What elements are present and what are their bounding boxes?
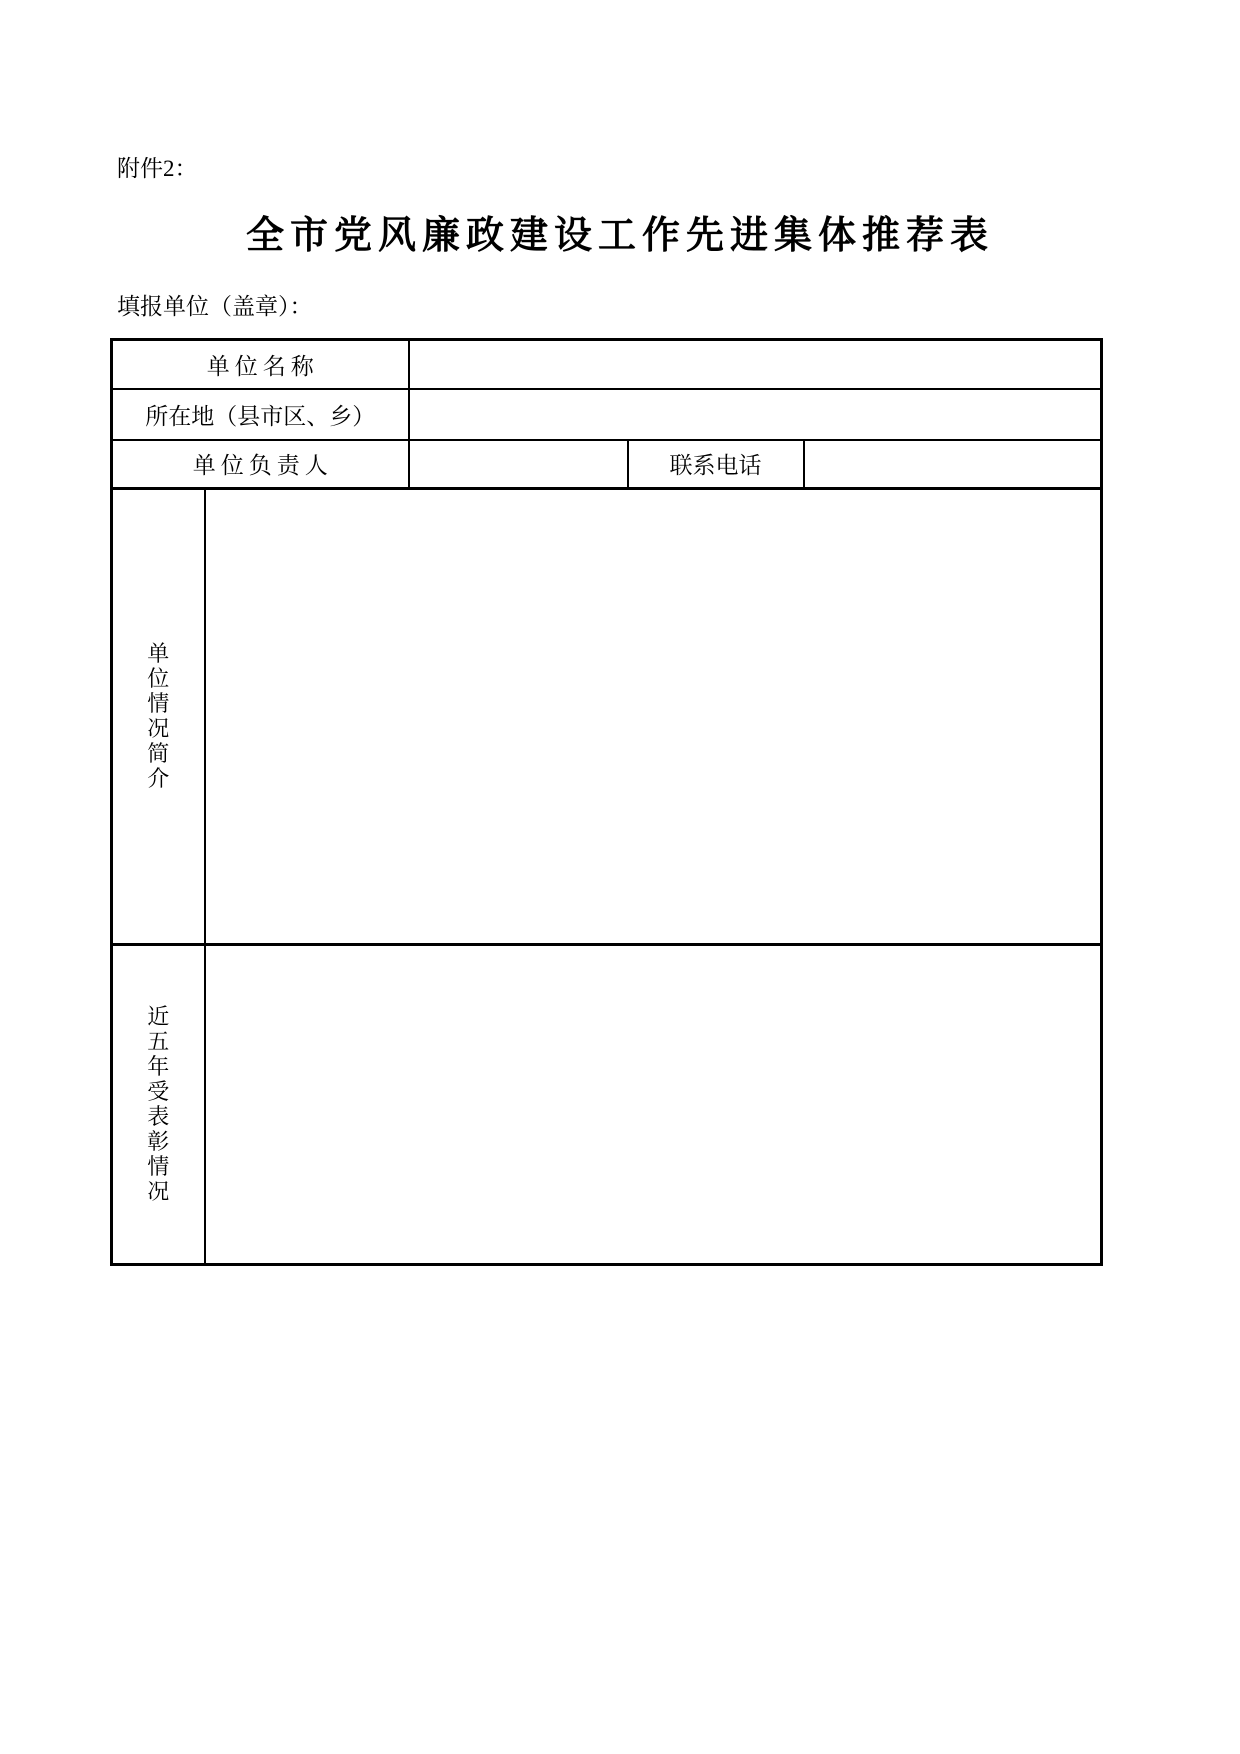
commendations-label: 近五年受表彰情况 — [147, 1004, 170, 1204]
location-label: 所在地（县市区、乡） — [112, 389, 409, 440]
row-unit-name — [112, 340, 1102, 389]
unit-name-label: 单位名称 — [112, 340, 409, 389]
contact-phone-label: 联系电话 — [628, 440, 804, 489]
contact-phone-field[interactable] — [804, 440, 1102, 489]
recommendation-form-table — [110, 338, 1103, 1266]
form-header-label: 填报单位（盖章）： — [117, 294, 313, 319]
location-field[interactable] — [409, 389, 1102, 440]
responsible-person-field[interactable] — [409, 440, 628, 489]
unit-intro-field[interactable] — [205, 489, 1102, 945]
unit-intro-label: 单位情况简介 — [147, 641, 170, 791]
unit-intro-label-cell — [112, 489, 205, 945]
row-location — [112, 389, 1102, 440]
row-unit-intro — [112, 489, 1102, 945]
row-commendations — [112, 945, 1102, 1265]
page-title: 全市党风廉政建设工作先进集体推荐表 — [245, 215, 994, 257]
commendations-field[interactable] — [205, 945, 1102, 1265]
row-responsible — [112, 440, 1102, 489]
attachment-label: 附件2： — [117, 156, 198, 181]
unit-name-field[interactable] — [409, 340, 1102, 389]
responsible-person-label: 单位负责人 — [112, 440, 409, 489]
commendations-label-cell — [112, 945, 205, 1265]
